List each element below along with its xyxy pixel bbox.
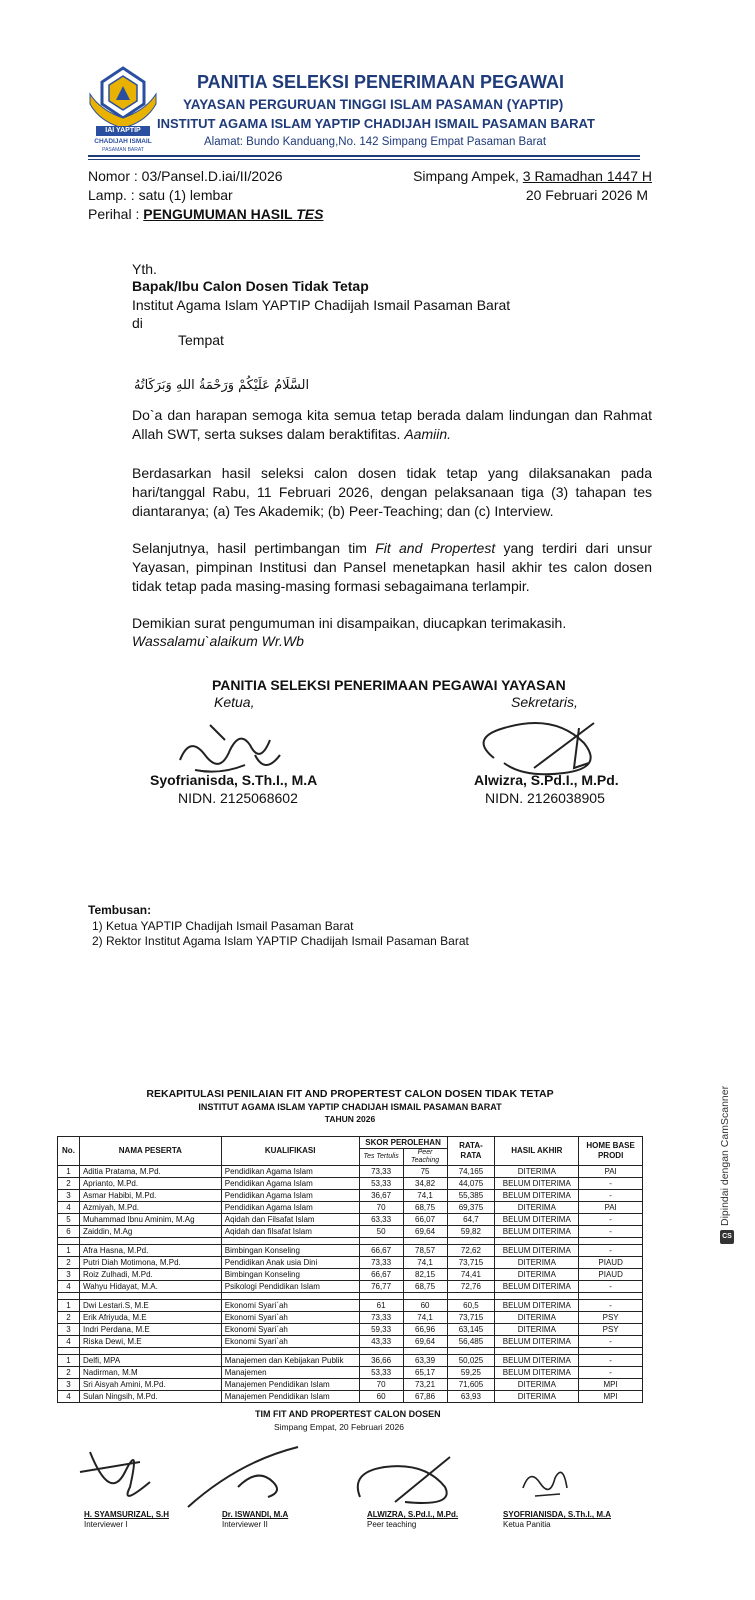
cell-prodi: MPI bbox=[579, 1379, 643, 1391]
cell-no: 2 bbox=[58, 1312, 80, 1324]
recap-subtitle: INSTITUT AGAMA ISLAM YAPTIP CHADIJAH ISMAIL PASAMAN BARAT bbox=[198, 1102, 502, 1112]
table-row bbox=[58, 1166, 643, 1178]
cell-rata: 74,165 bbox=[447, 1166, 495, 1178]
letterhead-address: Alamat: Bundo Kanduang,No. 142 Simpang Empat Pasaman Barat bbox=[204, 136, 547, 148]
cell-kualifikasi: Ekonomi Syari`ah bbox=[221, 1300, 359, 1312]
cell-tes: 70 bbox=[359, 1379, 403, 1391]
cell-kualifikasi: Manajemen dan Kebijakan Publik bbox=[221, 1355, 359, 1367]
cell-rata: 59,25 bbox=[447, 1367, 495, 1379]
salam-arabic: السَّلَامُ عَلَيْكُمْ وَرَحْمَةُ اللهِ وَبَرَكَاتُهُ bbox=[134, 378, 310, 393]
cell-peer: 66,96 bbox=[403, 1324, 447, 1336]
cell-rata: 55,385 bbox=[447, 1190, 495, 1202]
cell-nama: Sulan Ningsih, M.Pd. bbox=[79, 1391, 221, 1403]
cell-prodi: MPI bbox=[579, 1391, 643, 1403]
cell-nama: Asmar Habibi, M.Pd. bbox=[79, 1190, 221, 1202]
cell-peer: 69,64 bbox=[403, 1336, 447, 1348]
closing-salam: Wassalamu`alaikum Wr.Wb bbox=[132, 633, 304, 649]
cell-nama: Aditia Pratama, M.Pd. bbox=[79, 1166, 221, 1178]
table-row bbox=[58, 1269, 643, 1281]
secretary-role: Sekretaris, bbox=[511, 694, 578, 710]
cell-rata: 72,62 bbox=[447, 1245, 495, 1257]
cell-peer: 74,1 bbox=[403, 1257, 447, 1269]
recipient-name: Bapak/Ibu Calon Dosen Tidak Tetap bbox=[132, 278, 369, 294]
cell-kualifikasi: Pendidikan Agama Islam bbox=[221, 1178, 359, 1190]
cell-hasil: DITERIMA bbox=[495, 1379, 579, 1391]
cell-prodi: - bbox=[579, 1226, 643, 1238]
table-row bbox=[58, 1355, 643, 1367]
paragraph-result: Selanjutnya, hasil pertimbangan tim Fit and Propertest yang terdiri dari unsur Yayasan, pimpinan Institusi dan Pansel menetapkan hasil akhir tes calon dosen tidak tetap pada masing-masing formasi sebagaimana terlampir. bbox=[132, 540, 653, 594]
secretary-name: Alwizra, S.Pd.I., M.Pd. bbox=[474, 772, 619, 788]
cell-no: 3 bbox=[58, 1324, 80, 1336]
cell-no: 4 bbox=[58, 1281, 80, 1293]
cell-peer: 60 bbox=[403, 1300, 447, 1312]
logo-text: CHADIJAH ISMAIL bbox=[94, 138, 152, 145]
cell-no: 1 bbox=[58, 1245, 80, 1257]
cell-peer: 68,75 bbox=[403, 1281, 447, 1293]
cell-nama: Azmiyah, M.Pd. bbox=[79, 1202, 221, 1214]
cell-nama: Roiz Zulhadi, M.Pd. bbox=[79, 1269, 221, 1281]
cell-no: 5 bbox=[58, 1214, 80, 1226]
table-row bbox=[58, 1324, 643, 1336]
cell-rata: 56,485 bbox=[447, 1336, 495, 1348]
cell-rata: 72,76 bbox=[447, 1281, 495, 1293]
cell-prodi: - bbox=[579, 1367, 643, 1379]
cell-tes: 73,33 bbox=[359, 1312, 403, 1324]
col-header-skor: SKOR PEROLEHAN bbox=[359, 1137, 447, 1149]
letterhead-divider bbox=[88, 159, 640, 160]
cell-no: 2 bbox=[58, 1367, 80, 1379]
group-separator bbox=[58, 1238, 643, 1245]
cell-kualifikasi: Pendidikan Agama Islam bbox=[221, 1166, 359, 1178]
table-row bbox=[58, 1202, 643, 1214]
cell-no: 6 bbox=[58, 1226, 80, 1238]
secretary-nidn: NIDN. 2126038905 bbox=[485, 790, 605, 806]
cell-peer: 82,15 bbox=[403, 1269, 447, 1281]
team-member-role: Interviewer II bbox=[222, 1520, 268, 1529]
cell-no: 3 bbox=[58, 1379, 80, 1391]
cell-prodi: PAI bbox=[579, 1166, 643, 1178]
col-header-hasil: HASIL AKHIR bbox=[495, 1137, 579, 1166]
cell-prodi: PAI bbox=[579, 1202, 643, 1214]
table-row bbox=[58, 1281, 643, 1293]
cell-tes: 36,67 bbox=[359, 1190, 403, 1202]
cell-prodi: PIAUD bbox=[579, 1269, 643, 1281]
cell-prodi: - bbox=[579, 1281, 643, 1293]
institution-logo bbox=[86, 64, 160, 156]
team-member-role: Ketua Panitia bbox=[503, 1520, 551, 1529]
table-row bbox=[58, 1312, 643, 1324]
cell-prodi: - bbox=[579, 1178, 643, 1190]
cell-nama: Dwi Lestari.S, M.E bbox=[79, 1300, 221, 1312]
cell-kualifikasi: Aqidah dan Filsafat Islam bbox=[221, 1214, 359, 1226]
cell-tes: 36,66 bbox=[359, 1355, 403, 1367]
cell-rata: 69,375 bbox=[447, 1202, 495, 1214]
cell-prodi: - bbox=[579, 1300, 643, 1312]
team-member-name: Dr. ISWANDI, M.A bbox=[222, 1510, 289, 1519]
recap-table-body bbox=[58, 1166, 643, 1403]
cell-hasil: BELUM DITERIMA bbox=[495, 1300, 579, 1312]
team-title: TIM FIT AND PROPERTEST CALON DOSEN bbox=[255, 1409, 441, 1419]
cell-prodi: - bbox=[579, 1214, 643, 1226]
table-row bbox=[58, 1379, 643, 1391]
cell-tes: 50 bbox=[359, 1226, 403, 1238]
cell-tes: 73,33 bbox=[359, 1257, 403, 1269]
cell-hasil: BELUM DITERIMA bbox=[495, 1355, 579, 1367]
cell-nama: Sri Aisyah Amini, M.Pd. bbox=[79, 1379, 221, 1391]
cell-no: 2 bbox=[58, 1178, 80, 1190]
cell-prodi: PSY bbox=[579, 1324, 643, 1336]
cell-rata: 73,715 bbox=[447, 1257, 495, 1269]
cell-kualifikasi: Manajemen bbox=[221, 1367, 359, 1379]
recap-year: TAHUN 2026 bbox=[324, 1114, 376, 1124]
cell-hasil: BELUM DITERIMA bbox=[495, 1226, 579, 1238]
letterhead-institute: INSTITUT AGAMA ISLAM YAPTIP CHADIJAH ISMAIL PASAMAN BARAT bbox=[157, 116, 595, 131]
cell-tes: 70 bbox=[359, 1202, 403, 1214]
tembusan-label: Tembusan: bbox=[88, 903, 152, 917]
cell-no: 3 bbox=[58, 1190, 80, 1202]
cell-hasil: DITERIMA bbox=[495, 1324, 579, 1336]
cell-prodi: - bbox=[579, 1355, 643, 1367]
cell-no: 1 bbox=[58, 1300, 80, 1312]
cell-tes: 73,33 bbox=[359, 1166, 403, 1178]
cell-rata: 63,145 bbox=[447, 1324, 495, 1336]
table-row bbox=[58, 1257, 643, 1269]
cell-kualifikasi: Pendidikan Anak usia Dini bbox=[221, 1257, 359, 1269]
col-header-prodi: HOME BASE PRODI bbox=[579, 1137, 643, 1166]
cell-rata: 50,025 bbox=[447, 1355, 495, 1367]
cell-rata: 60,5 bbox=[447, 1300, 495, 1312]
cell-hasil: DITERIMA bbox=[495, 1202, 579, 1214]
cell-peer: 78,57 bbox=[403, 1245, 447, 1257]
recap-page bbox=[0, 1052, 755, 1600]
cell-rata: 44,075 bbox=[447, 1178, 495, 1190]
team-member-name: H. SYAMSURIZAL, S.H bbox=[84, 1510, 170, 1519]
logo-text: PASAMAN BARAT bbox=[102, 147, 144, 153]
cell-hasil: BELUM DITERIMA bbox=[495, 1281, 579, 1293]
table-row bbox=[58, 1190, 643, 1202]
team-member-name: ALWIZRA, S.Pd.I., M.Pd. bbox=[367, 1510, 459, 1519]
cell-nama: Erik Afriyuda, M.E bbox=[79, 1312, 221, 1324]
cell-nama: Nadirman, M.M bbox=[79, 1367, 221, 1379]
col-header-rata: RATA-RATA bbox=[447, 1137, 495, 1166]
cell-hasil: BELUM DITERIMA bbox=[495, 1178, 579, 1190]
cell-no: 3 bbox=[58, 1269, 80, 1281]
cell-peer: 74,1 bbox=[403, 1312, 447, 1324]
cell-hasil: DITERIMA bbox=[495, 1257, 579, 1269]
cell-tes: 53,33 bbox=[359, 1367, 403, 1379]
recipient-di: di bbox=[132, 315, 143, 331]
table-row bbox=[58, 1226, 643, 1238]
cell-tes: 59,33 bbox=[359, 1324, 403, 1336]
cell-nama: Wahyu Hidayat, M.A. bbox=[79, 1281, 221, 1293]
col-header-kualifikasi: KUALIFIKASI bbox=[221, 1137, 359, 1166]
cell-peer: 73,21 bbox=[403, 1379, 447, 1391]
cell-hasil: DITERIMA bbox=[495, 1269, 579, 1281]
cell-prodi: PIAUD bbox=[579, 1257, 643, 1269]
team-member-name: SYOFRIANISDA, S.Th.I., M.A bbox=[503, 1510, 612, 1519]
col-header-tes: Tes Tertulis bbox=[359, 1149, 403, 1166]
interviewer2-signature-icon bbox=[178, 1442, 318, 1512]
cell-tes: 53,33 bbox=[359, 1178, 403, 1190]
cell-kualifikasi: Manajemen Pendidikan Islam bbox=[221, 1379, 359, 1391]
cell-tes: 63,33 bbox=[359, 1214, 403, 1226]
cell-kualifikasi: Pendidikan Agama Islam bbox=[221, 1202, 359, 1214]
cell-nama: Aprianto, M.Pd. bbox=[79, 1178, 221, 1190]
cell-peer: 66,07 bbox=[403, 1214, 447, 1226]
cell-peer: 65,17 bbox=[403, 1367, 447, 1379]
recipient-place: Tempat bbox=[178, 332, 224, 348]
recipient-yth: Yth. bbox=[132, 261, 157, 277]
cell-hasil: DITERIMA bbox=[495, 1312, 579, 1324]
letter-attachment: Lamp. : satu (1) lembar bbox=[88, 187, 233, 203]
cell-prodi: - bbox=[579, 1336, 643, 1348]
paragraph-selection: Berdasarkan hasil seleksi calon dosen tidak tetap yang dilaksanakan pada hari/tanggal Rabu, 11 Februari 2026, dengan pelaksanaan tiga (3) tahapan tes diantaranya; (a) Tes Akademik; (b) Peer-Teaching; dan (c) Interview. bbox=[132, 465, 652, 519]
letterhead-divider bbox=[88, 155, 640, 157]
team-member-role: Peer teaching bbox=[367, 1520, 417, 1529]
cell-no: 1 bbox=[58, 1166, 80, 1178]
cell-kualifikasi: Pendidikan Agama Islam bbox=[221, 1190, 359, 1202]
peer-teaching-signature-icon bbox=[345, 1452, 465, 1512]
cell-tes: 43,33 bbox=[359, 1336, 403, 1348]
cell-hasil: BELUM DITERIMA bbox=[495, 1336, 579, 1348]
cell-tes: 61 bbox=[359, 1300, 403, 1312]
cell-peer: 63,39 bbox=[403, 1355, 447, 1367]
cell-no: 2 bbox=[58, 1257, 80, 1269]
camscanner-badge-icon: CS bbox=[720, 1230, 734, 1244]
tembusan-item: 2) Rektor Institut Agama Islam YAPTIP Chadijah Ismail Pasaman Barat bbox=[92, 934, 469, 948]
cell-nama: Delfi, MPA bbox=[79, 1355, 221, 1367]
cell-kualifikasi: Bimbingan Konseling bbox=[221, 1245, 359, 1257]
cell-prodi: - bbox=[579, 1190, 643, 1202]
cell-kualifikasi: Aqidah dan filsafat Islam bbox=[221, 1226, 359, 1238]
letter-subject: Perihal : PENGUMUMAN HASIL TES bbox=[88, 206, 324, 222]
cell-peer: 68,75 bbox=[403, 1202, 447, 1214]
cell-tes: 66,67 bbox=[359, 1269, 403, 1281]
cell-tes: 60 bbox=[359, 1391, 403, 1403]
cell-nama: Putri Diah Motimona, M.Pd. bbox=[79, 1257, 221, 1269]
cell-rata: 73,715 bbox=[447, 1312, 495, 1324]
letterhead-foundation: YAYASAN PERGURUAN TINGGI ISLAM PASAMAN (YAPTIP) bbox=[183, 97, 564, 112]
table-row bbox=[58, 1245, 643, 1257]
cell-nama: Muhammad Ibnu Aminim, M.Ag bbox=[79, 1214, 221, 1226]
tembusan-item: 1) Ketua YAPTIP Chadijah Ismail Pasaman Barat bbox=[92, 919, 354, 933]
interviewer1-signature-icon bbox=[70, 1432, 160, 1507]
cell-no: 4 bbox=[58, 1391, 80, 1403]
cell-hasil: BELUM DITERIMA bbox=[495, 1245, 579, 1257]
cell-tes: 76,77 bbox=[359, 1281, 403, 1293]
paragraph-opening: Do`a dan harapan semoga kita semua tetap berada dalam lindungan dan Rahmat Allah SWT, serta sukses dalam beraktifitas. Aamiin. bbox=[132, 407, 652, 442]
chair-name: Syofrianisda, S.Th.I., M.A bbox=[150, 772, 318, 788]
committee-title: PANITIA SELEKSI PENERIMAAN PEGAWAI YAYASAN bbox=[212, 677, 566, 693]
cell-hasil: BELUM DITERIMA bbox=[495, 1214, 579, 1226]
cell-nama: Zaiddin, M.Ag bbox=[79, 1226, 221, 1238]
cell-hasil: BELUM DITERIMA bbox=[495, 1367, 579, 1379]
cell-prodi: PSY bbox=[579, 1312, 643, 1324]
chair-role: Ketua, bbox=[214, 694, 255, 710]
cell-peer: 69,64 bbox=[403, 1226, 447, 1238]
cell-peer: 34,82 bbox=[403, 1178, 447, 1190]
logo-text: IAI YAPTIP bbox=[105, 127, 141, 134]
letter-date-masehi: 20 Februari 2026 M bbox=[525, 187, 648, 203]
cell-hasil: BELUM DITERIMA bbox=[495, 1190, 579, 1202]
cell-kualifikasi: Psikologi Pendidikan Islam bbox=[221, 1281, 359, 1293]
cell-rata: 71,605 bbox=[447, 1379, 495, 1391]
cell-kualifikasi: Manajemen Pendidikan Islam bbox=[221, 1391, 359, 1403]
cell-nama: Afra Hasna, M.Pd. bbox=[79, 1245, 221, 1257]
chair-panel-signature-icon bbox=[515, 1458, 575, 1503]
cell-no: 1 bbox=[58, 1355, 80, 1367]
cell-rata: 74,41 bbox=[447, 1269, 495, 1281]
cell-kualifikasi: Ekonomi Syari`ah bbox=[221, 1324, 359, 1336]
cell-hasil: DITERIMA bbox=[495, 1391, 579, 1403]
cell-hasil: DITERIMA bbox=[495, 1166, 579, 1178]
cell-tes: 66,67 bbox=[359, 1245, 403, 1257]
table-row bbox=[58, 1391, 643, 1403]
chair-nidn: NIDN. 2125068602 bbox=[178, 790, 298, 806]
cell-rata: 59,82 bbox=[447, 1226, 495, 1238]
recipient-institution: Institut Agama Islam YAPTIP Chadijah Ismail Pasaman Barat bbox=[132, 297, 511, 313]
camscanner-text: Dipindai dengan CamScanner bbox=[719, 1085, 731, 1226]
col-header-nama: NAMA PESERTA bbox=[79, 1137, 221, 1166]
team-member-role: Interviewer I bbox=[84, 1520, 128, 1529]
group-separator bbox=[58, 1348, 643, 1355]
cell-peer: 75 bbox=[403, 1166, 447, 1178]
col-header-no: No. bbox=[58, 1137, 80, 1166]
cell-peer: 74,1 bbox=[403, 1190, 447, 1202]
letter-number: Nomor : 03/Pansel.D.iai/II/2026 bbox=[88, 168, 283, 184]
cell-no: 4 bbox=[58, 1202, 80, 1214]
paragraph-closing: Demikian surat pengumuman ini disampaikan, diucapkan terimakasih. bbox=[132, 615, 567, 631]
cell-no: 4 bbox=[58, 1336, 80, 1348]
table-row bbox=[58, 1178, 643, 1190]
cell-nama: Indri Perdana, M.E bbox=[79, 1324, 221, 1336]
letter-date-hijri: Simpang Ampek, 3 Ramadhan 1447 H bbox=[413, 168, 652, 184]
cell-peer: 67,86 bbox=[403, 1391, 447, 1403]
col-header-peer: Peer Teaching bbox=[403, 1149, 447, 1166]
cell-prodi: - bbox=[579, 1245, 643, 1257]
table-row bbox=[58, 1214, 643, 1226]
team-date: Simpang Empat, 20 Februari 2026 bbox=[274, 1422, 404, 1432]
group-separator bbox=[58, 1293, 643, 1300]
cell-rata: 64,7 bbox=[447, 1214, 495, 1226]
cell-kualifikasi: Ekonomi Syari`ah bbox=[221, 1336, 359, 1348]
cell-kualifikasi: Bimbingan Konseling bbox=[221, 1269, 359, 1281]
recap-table bbox=[57, 1136, 643, 1403]
table-row bbox=[58, 1367, 643, 1379]
cell-rata: 63,93 bbox=[447, 1391, 495, 1403]
cell-kualifikasi: Ekonomi Syari`ah bbox=[221, 1312, 359, 1324]
cell-nama: Riska Dewi, M.E bbox=[79, 1336, 221, 1348]
table-row bbox=[58, 1336, 643, 1348]
recap-title: REKAPITULASI PENILAIAN FIT AND PROPERTEST CALON DOSEN TIDAK TETAP bbox=[146, 1088, 554, 1100]
table-row bbox=[58, 1300, 643, 1312]
letterhead-title: PANITIA SELEKSI PENERIMAAN PEGAWAI bbox=[197, 72, 565, 92]
